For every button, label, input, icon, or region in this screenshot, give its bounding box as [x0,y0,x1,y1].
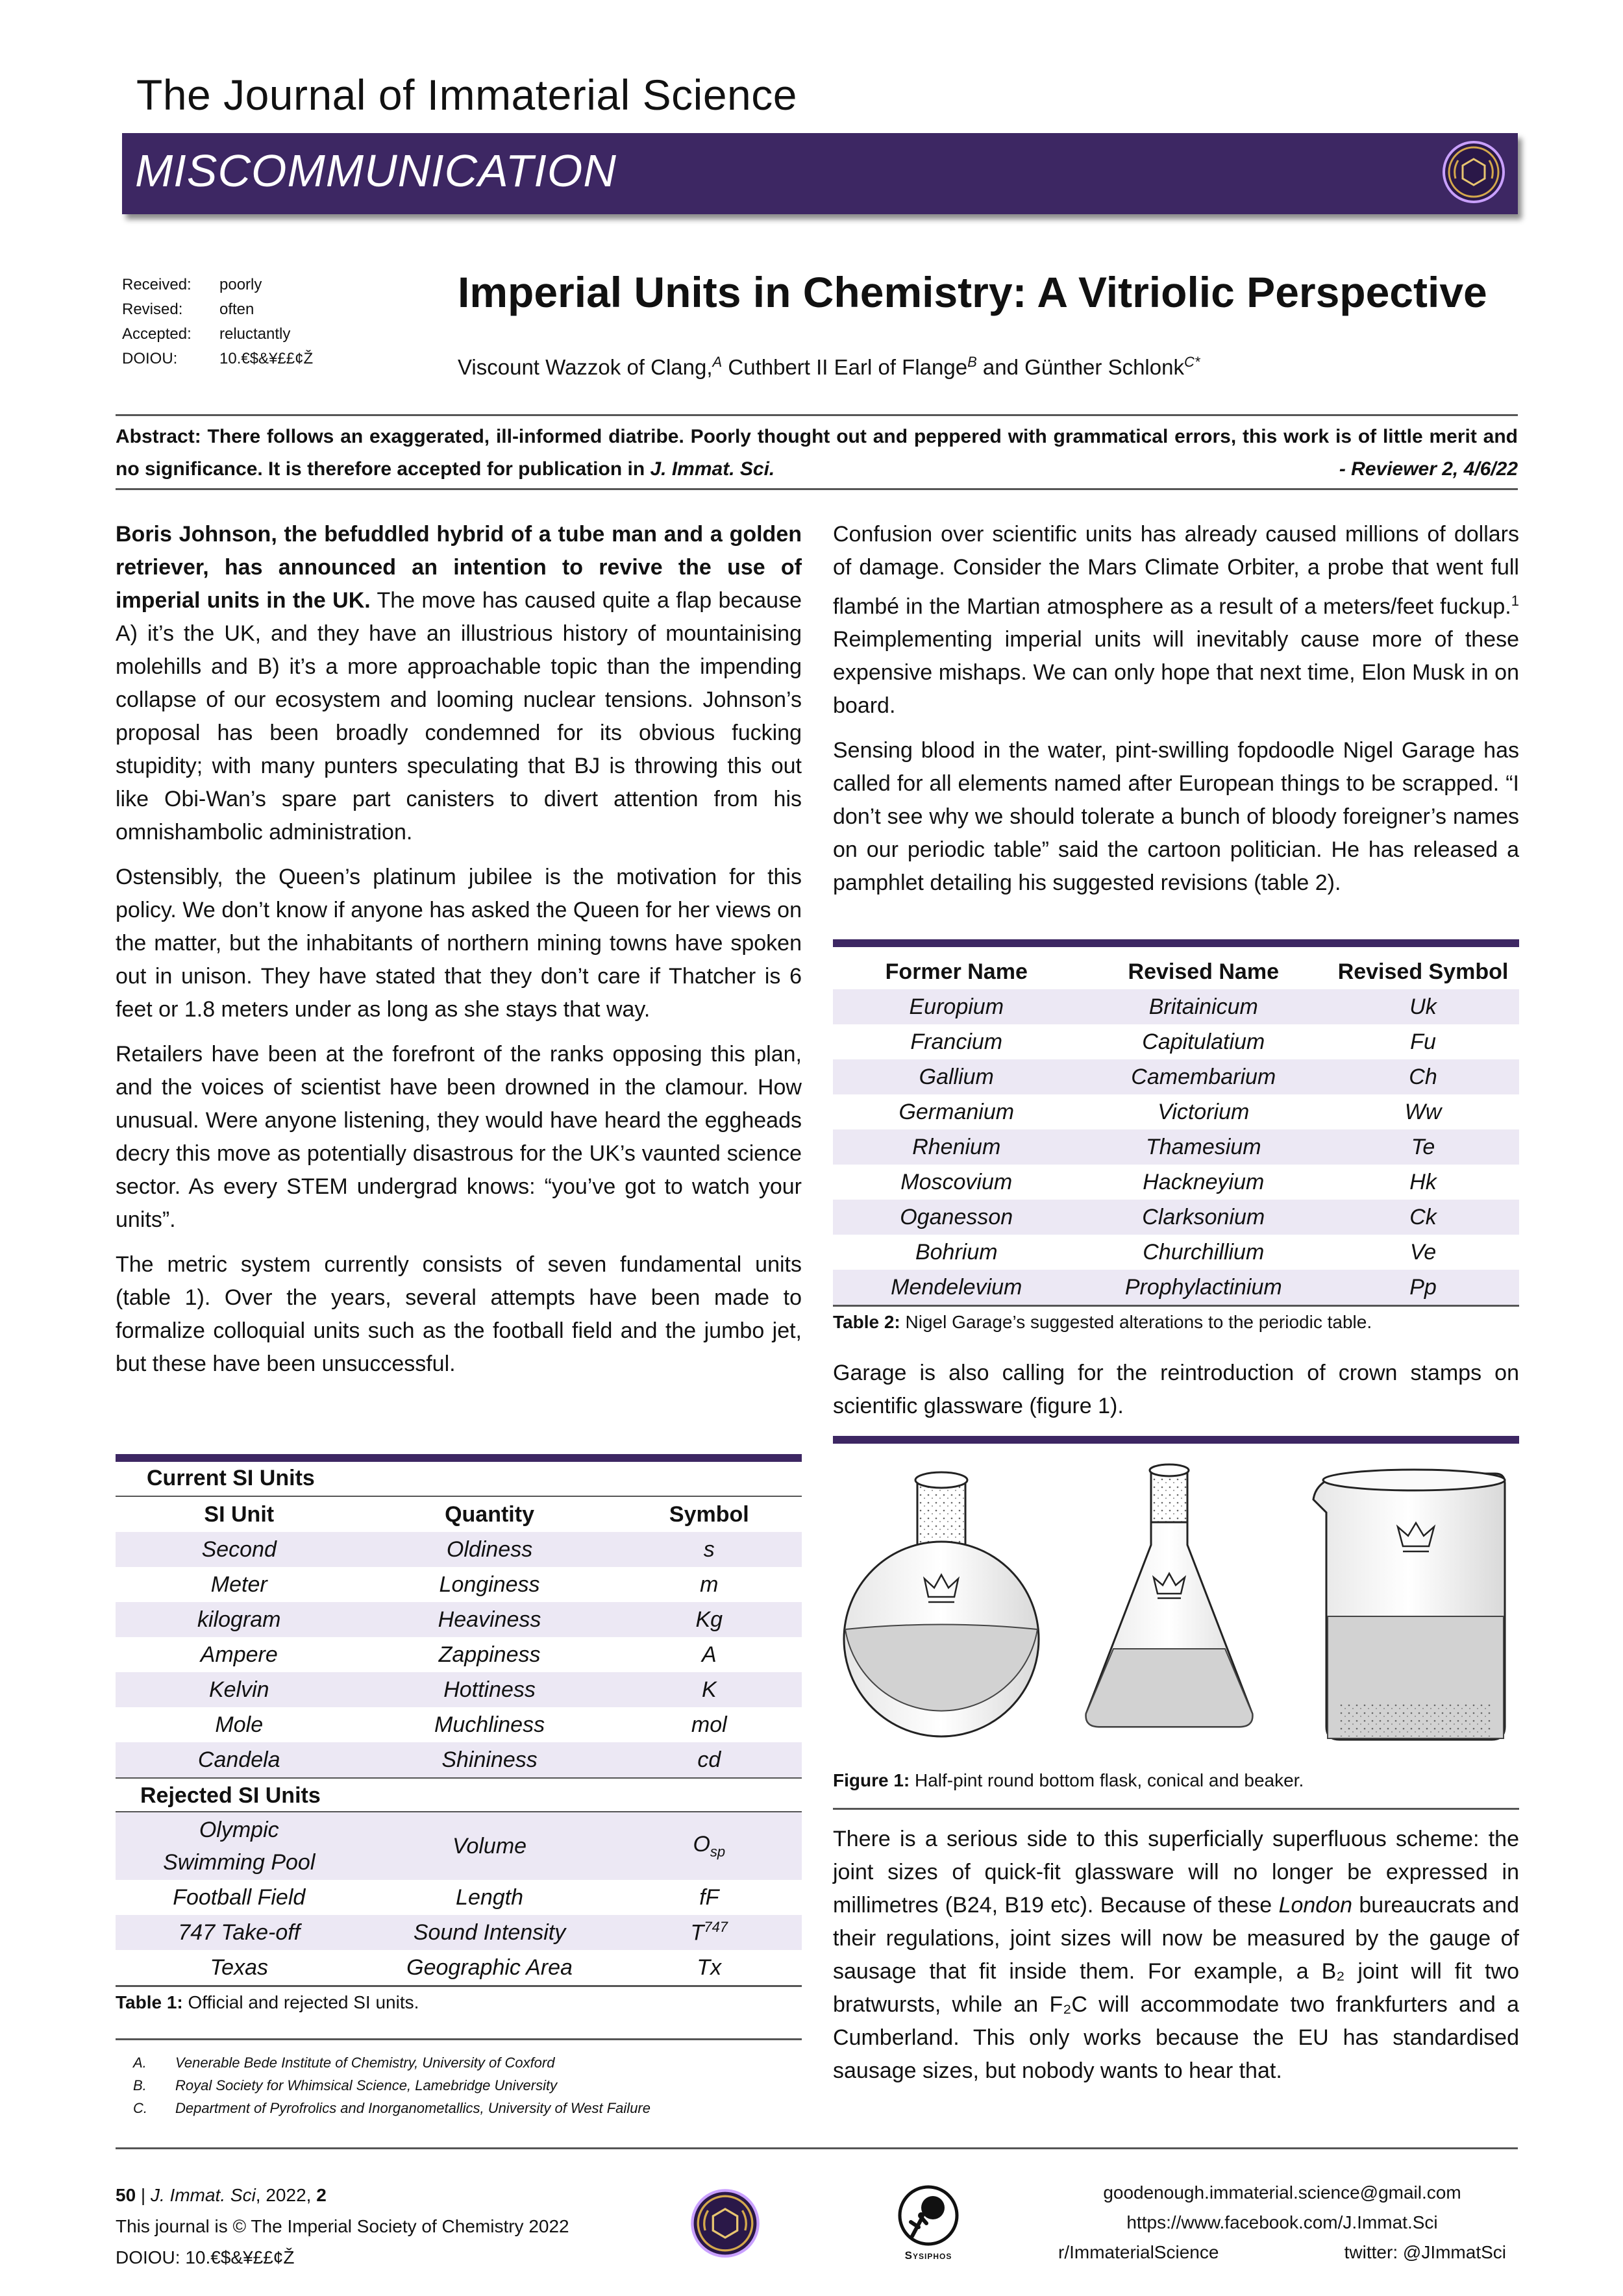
current-units-title: Current SI Units [147,1466,315,1490]
hexagon-molecule-wreath-icon [689,2188,761,2259]
table-cell: Tx [697,1955,722,1980]
table-row [833,1165,1519,1200]
table-cell: Meter [210,1572,267,1597]
cell-text: O [693,1832,710,1857]
lead-sentence: Boris Johnson, the befuddled hybrid of a tube man and a golden retriever, has announced an intention to revive the use of imperial units in the UK. [116,522,802,613]
affiliation-text: Venerable Bede Institute of Chemistry, University of Coxford [175,2055,555,2071]
footer-doi: DOIOU: 10.€$&¥££¢Ž [116,2247,295,2267]
article-history [122,273,313,371]
table-row [116,1637,802,1672]
table-cell: Ampere [200,1642,278,1667]
table-cell: Fu [1410,1029,1436,1054]
table-row [116,1567,802,1602]
paragraph: Sensing blood in the water, pint-swilling fopdoodle Nigel Garage has called for all elements named after European things to be scrapped. “I don’t see why we should tolerate a bunch of bloody foreigner’s names on our periodic table” said the cartoon politician. He has released a pamphlet detailing his suggested revisions (table 2). [833,738,1519,896]
table-cell: Football Field [173,1884,306,1910]
reviewer-note: - Reviewer 2, 4/6/22 [1339,458,1518,480]
column-header: Quantity [445,1501,534,1527]
table-row [116,1707,802,1742]
abstract [116,421,1518,486]
table-cell: Hackneyium [1143,1169,1265,1194]
table-row [833,1270,1519,1305]
table-cell: Uk [1327,989,1519,1024]
contact-twitter[interactable]: twitter: @JImmatSci [1344,2242,1506,2262]
divider [833,1808,1519,1810]
contact-email[interactable]: goodenough.immaterial.science@gmail.com [1103,2182,1461,2203]
table-header-row [116,1497,802,1532]
table-cell: Sound Intensity [363,1915,617,1950]
table-cell: s [617,1532,802,1567]
doi-value: 10.€$&¥££¢Ž [219,350,314,367]
journal-title: The Journal of Immaterial Science [136,71,797,119]
cell-subscript: sp [710,1843,726,1860]
received-label: Received: [122,276,192,293]
revised-label: Revised: [122,301,183,318]
table-row [116,1742,802,1777]
table-cell: K [617,1672,802,1707]
table-cell: Oldiness [363,1532,617,1567]
table-cell: Prophylactinium [1080,1270,1328,1305]
table-cell: fF [699,1884,719,1910]
table-2-caption [833,1312,1519,1333]
conical-flask-icon [1086,1464,1252,1727]
accepted-value: reluctantly [219,325,291,343]
table-row [116,1602,802,1637]
figure-1-glassware [833,1454,1519,1753]
table-row [116,1950,802,1985]
table-cell: Second [116,1532,363,1567]
publisher-name: Sysiphos [904,2249,952,2262]
table-cell: Francium [910,1029,1003,1054]
table-cell: Oganesson [833,1200,1080,1235]
column-header: Revised Symbol [1337,959,1509,984]
table-cell: Kg [617,1602,802,1637]
table-cell: Length [456,1884,524,1910]
table-cell: Texas [210,1955,268,1980]
affiliation-key: B. [133,2077,147,2093]
table-cell: Mole [215,1712,264,1737]
table-cell: A [701,1642,717,1667]
table-row [116,1532,802,1567]
affiliation-item [133,2074,802,2097]
table-cell: Capitulatium [1142,1029,1265,1054]
author-list [458,354,1200,380]
paragraph-text: bureaucrats and their regulations, joint sizes will now be measured by the gauge of sausage that fit inside them. For example, a B₂ joint will fit two bratwursts, while an F₂C will accommodate two frankfurters and a Cumberland. This only works because the EU has standardised sausage sizes, but nobody wants to hear that. [833,1893,1519,2083]
table-row [833,989,1519,1024]
right-column-final [833,1823,1519,2099]
table-cell: kilogram [116,1602,363,1637]
cell-text: Olympic [199,1818,279,1842]
abstract-journal: J. Immat. Sci. [650,458,775,480]
table-cell: 747 Take-off [116,1915,363,1950]
footer-contacts [1045,2178,1519,2267]
table-1-top-bar [116,1454,802,1462]
table-cell: Mendelevium [833,1270,1080,1305]
rejected-units-title: Rejected SI Units [140,1783,321,1808]
caption-text: Nigel Garage’s suggested alterations to the periodic table. [900,1312,1372,1332]
table-row [116,1812,802,1880]
affiliation-b: B [967,354,977,370]
affiliation-key: A. [133,2055,147,2071]
table-cell: Germanium [898,1099,1015,1124]
paragraph-text: There is a serious side to this superficially superfluous scheme: the joint sizes of quick-fit glassware will no longer be expressed in millimetres (B24, B19 etc). Because of these [833,1827,1519,1918]
right-column-continued [833,1357,1519,1435]
doi-label: DOIOU: [122,350,178,367]
figure-1-caption [833,1770,1304,1791]
year: , 2022, [255,2185,317,2205]
publisher-logo [886,2184,971,2262]
issue-number: 2 [316,2185,327,2205]
table-cell: Longiness [439,1572,540,1597]
sysiphos-boulder-icon [893,2184,964,2246]
cell-superscript: 747 [704,1919,728,1936]
caption-label: Table 2: [833,1312,900,1332]
contact-reddit[interactable]: r/ImmaterialScience [1058,2242,1219,2262]
divider [116,414,1518,416]
received-value: poorly [219,276,262,293]
table-1-caption [116,1992,802,2013]
table-row [833,1235,1519,1270]
footer-divider [116,2147,1518,2149]
journal-abbrev: J. Immat. Sci [151,2185,256,2205]
table-cell: Bohrium [915,1239,998,1265]
paragraph: The metric system currently consists of seven fundamental units (table 1). Over the years, several attempts have been made to formalize colloquial units such as the football field and the jumbo jet, but these have been unsuccessful. [116,1252,802,1376]
table-row [833,1129,1519,1165]
column-header: Revised Name [1128,959,1279,984]
table-cell: Clarksonium [1080,1200,1328,1235]
paragraph-text: Reimplementing imperial units will inevitably cause more of these expensive mishaps. We can only hope that next time, Elon Musk in on board. [833,627,1519,719]
left-column [116,518,802,1392]
hexagon-molecule-wreath-icon [1441,140,1506,204]
table-2-top-bar [833,939,1519,947]
affiliation-item [133,2097,802,2119]
table-cell: Te [1327,1129,1519,1165]
table-cell: Zappiness [438,1642,541,1667]
table-cell: Britainicum [1080,989,1328,1024]
divider [833,1305,1519,1307]
table-row [116,1672,802,1707]
accepted-label: Accepted: [122,325,192,343]
table-cell: Ve [1409,1239,1437,1265]
table-header-row [833,954,1519,989]
table-cell: mol [691,1712,727,1737]
divider [116,2038,802,2040]
paragraph-text: Confusion over scientific units has already caused millions of dollars of damage. Consider the Mars Climate Orbiter, a probe that went full flambé in the Martian atmosphere as a result of a meters/feet fuckup. [833,522,1519,619]
affiliation-text: Department of Pyrofrolics and Inorganometallics, University of West Failure [175,2100,650,2116]
table-cell: Victorium [1158,1099,1250,1124]
contact-facebook[interactable]: https://www.facebook.com/J.Immat.Sci [1126,2212,1438,2232]
paragraph [833,518,1519,722]
table-cell: Heaviness [363,1602,617,1637]
paragraph: Ostensibly, the Queen’s platinum jubilee is the motivation for this policy. We don’t know if anyone has asked the Queen for her views on the matter, but the inhabitants of northern mining towns have spoken out in unison. They have stated that they don’t care if Thatcher is 6 feet or 1.8 meters under as long as she stays that way. [116,865,802,1022]
table-row [116,1880,802,1915]
divider [116,1985,802,1987]
author-1: Viscount Wazzok of Clang, [458,355,713,379]
abstract-text: Abstract: There follows an exaggerated, ill-informed diatribe. Poorly thought out and peppered with grammatical errors, this work is of little merit and no significance. It is therefore accepted for publication in [116,426,1518,480]
table-cell: Churchillium [1143,1239,1265,1265]
table-cell: Gallium [833,1059,1080,1094]
table-cell: Rhenium [833,1129,1080,1165]
table-cell [116,1812,363,1880]
copyright: This journal is © The Imperial Society of Chemistry 2022 [116,2216,569,2236]
table-1 [116,1466,802,2013]
table-cell: cd [617,1742,802,1777]
table-cell: Ch [1327,1059,1519,1094]
paragraph-text: The move has caused quite a flap because A) it’s the UK, and they have an illustrious history of mountainising molehills and B) it’s a more approachable topic than the impending collapse of our ecosystem and looming nuclear tensions. Johnson’s proposal has been broadly condemned for its obvious fucking stupidity; with many punters speculating that BJ is throwing this out like Obi-Wan’s spare part canisters to divert attention from his omnishambolic administration. [116,588,802,845]
column-header: Symbol [669,1501,749,1527]
paragraph: Retailers have been at the forefront of the ranks opposing this plan, and the voices of scientist have been drowned in the clamour. How unusual. Were anyone listening, they would have heard the eggheads decry this move as potentially disastrous for the UK’s vaunted science sector. As every STEM undergrad knows: “you’ve got to watch your units”. [116,1042,802,1232]
caption-label: Table 1: [116,1992,183,2012]
table-cell: Ck [1327,1200,1519,1235]
table-cell: Thamesium [1080,1129,1328,1165]
paragraph: Garage is also calling for the reintroduction of crown stamps on scientific glassware (figure 1). [833,1361,1519,1418]
divider [116,488,1518,490]
table-cell: Pp [1327,1270,1519,1305]
author-3: and Günther Schlonk [976,355,1184,379]
table-cell: m [700,1572,719,1597]
page-number: 50 [116,2185,136,2205]
table-cell: Shininess [363,1742,617,1777]
caption-text: Half-pint round bottom flask, conical and beaker. [910,1770,1304,1790]
article-title: Imperial Units in Chemistry: A Vitriolic Perspective [458,268,1487,316]
revised-value: often [219,301,254,318]
paragraph [116,518,802,849]
affiliation-c: C* [1183,354,1200,370]
beaker-icon [1313,1470,1505,1740]
social-row [1045,2238,1519,2267]
column-header: SI Unit [204,1501,275,1527]
table-cell: Ww [1404,1099,1442,1124]
section-banner [122,133,1518,214]
table-cell: $T^{747}$ [617,1915,802,1950]
paragraph [833,1823,1519,2088]
column-header: Former Name [885,959,1028,984]
table-row [116,1915,802,1950]
author-2: Cuthbert II Earl of Flange [722,355,968,379]
footnote-ref: 1 [1511,593,1519,609]
section-title: MISCOMMUNICATION [135,145,617,196]
table-row [833,1059,1519,1094]
table-cell: Volume [363,1812,617,1880]
table-cell: Muchliness [434,1712,545,1737]
affiliation-a: A [712,354,723,370]
paragraph-emphasis: London [1278,1893,1353,1918]
cell-text: Swimming Pool [163,1850,316,1875]
table-cell: Hk [1409,1169,1437,1194]
right-column [833,518,1519,911]
affiliation-item [133,2051,802,2074]
table-cell: Camembarium [1080,1059,1328,1094]
caption-text: Official and rejected SI units. [182,1992,419,2012]
caption-label: Figure 1: [833,1770,910,1790]
table-cell: Kelvin [116,1672,363,1707]
table-2 [833,954,1519,1333]
table-cell [617,1812,802,1880]
footer-citation [116,2180,569,2273]
table-row [833,1200,1519,1235]
table-cell: Candela [116,1742,363,1777]
table-cell: Hottiness [363,1672,617,1707]
affiliations [133,2051,802,2119]
affiliation-key: C. [133,2100,147,2116]
figure-1-top-bar [833,1436,1519,1444]
table-row [833,1094,1519,1129]
citation-line: 50 | J. Immat. Sci, 2022, 2 [116,2185,327,2205]
round-bottom-flask-icon [844,1472,1039,1736]
affiliation-text: Royal Society for Whimsical Science, Lamebridge University [175,2077,558,2093]
table-cell: Geographic Area [406,1955,573,1980]
table-cell: Europium [833,989,1080,1024]
table-row [833,1024,1519,1059]
table-cell: Moscovium [900,1169,1013,1194]
